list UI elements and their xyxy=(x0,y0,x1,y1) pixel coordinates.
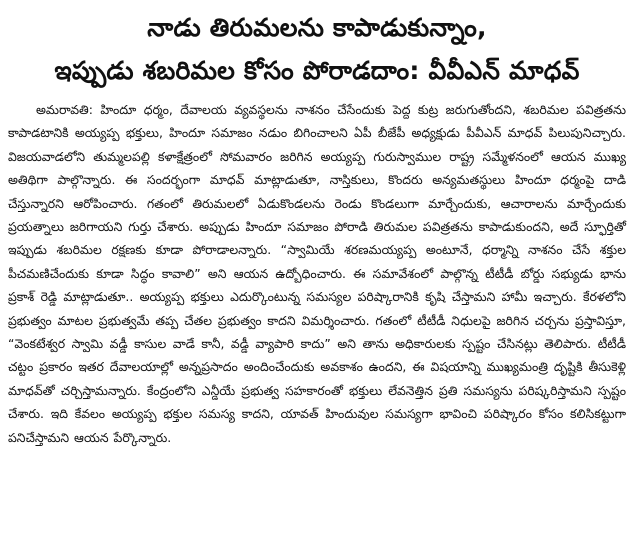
headline-line-2: ఇప్పుడు శబరిమల కోసం పోరాడదాం: వీవీఎన్ మాధవ్ xyxy=(54,56,580,85)
headline-line-1: నాడు తిరుమలను కాపాడుకున్నాం, xyxy=(147,13,487,42)
article-headline xyxy=(8,6,626,92)
article-body: అమరావతి: హిందూ ధర్మం, దేవాలయ వ్యవస్థలను నాశనం చేసేందుకు పెద్ద కుట్ర జరుగుతోందని, శబరిమల పవిత్రతను కాపాడటానికి అయ్యప్ప భక్తులు, హిందూ సమాజం నడుం బిగించాలని ఏపీ బీజేపీ అధ్యక్షుడు పీవీఎన్ మాధవ్ పిలుపునిచ్చారు. విజయవాడలోని తుమ్మలపల్లి కళాక్షేత్రంలో సోమవారం జరిగిన అయ్యప్ప గురుస్వాముల రాష్ట్ర సమ్మేళనంలో ఆయన ముఖ్య అతిథిగా పాల్గొన్నారు. ఈ సందర్భంగా మాధవ్ మాట్లాడుతూ, నాస్తికులు, కొందరు అన్యమతస్థులు హిందూ ధర్మంపై దాడి చేస్తున్నారని ఆరోపించారు. గతంలో తిరుమలలో ఏడుకొండలను రెండు కొండలుగా మార్చేందుకు, ఆచారాలను మార్చేందుకు ప్రయత్నాలు జరిగాయని గుర్తు చేశారు. అప్పుడు హిందూ సమాజం పోరాడి తిరుమల పవిత్రతను కాపాడుకుందని, అదే స్ఫూర్తితో ఇప్పుడు శబరిమల రక్షణకు కూడా పోరాడాలన్నారు. “స్వామియే శరణమయ్యప్ప అంటూనే, ధర్మాన్ని నాశనం చేసే శక్తుల పీచమణిచేందుకు కూడా సిద్ధం కావాలి” అని ఆయన ఉద్బోధించారు. ఈ సమావేశంలో పాల్గొన్న టీటీడీ బోర్డు సభ్యుడు భాను ప్రకాశ్ రెడ్డి మాట్లాడుతూ.. అయ్యప్ప భక్తులు ఎదుర్కొంటున్న సమస్యల పరిష్కారానికి కృషి చేస్తామని హామీ ఇచ్చారు. కేరళలోని ప్రభుత్వం మాటల ప్రభుత్వమే తప్ప చేతల ప్రభుత్వం కాదని విమర్శించారు. గతంలో టీటీడీ నిధులపై జరిగిన చర్చను ప్రస్తావిస్తూ, “వెంకటేశ్వర స్వామి వడ్డీ కాసుల వాడే కానీ, వడ్డీ వ్యాపారి కాదు” అని తాను అధికారులకు స్పష్టం చేసినట్లు తెలిపారు. టీటీడీ చట్టం ప్రకారం ఇతర దేవాలయాల్లో అన్నప్రసాదం అందించేందుకు అవకాశం ఉందని, ఈ విషయాన్ని ముఖ్యమంత్రి దృష్టికి తీసుకెళ్లి మాధవ్‌తో చర్చిస్తామన్నారు. కేంద్రంలోని ఎన్డీయే ప్రభుత్వ సహకారంతో భక్తులు లేవనెత్తిన ప్రతి సమస్యను పరిష్కరిస్తామని స్పష్టం చేశారు. ఇది కేవలం అయ్యప్ప భక్తుల సమస్య కాదని, యావత్ హిందువుల సమస్యగా భావించి పరిష్కారం కోసం కలిసికట్టుగా పనిచేస్తామని ఆయన పేర్కొన్నారు. xyxy=(8,102,626,445)
